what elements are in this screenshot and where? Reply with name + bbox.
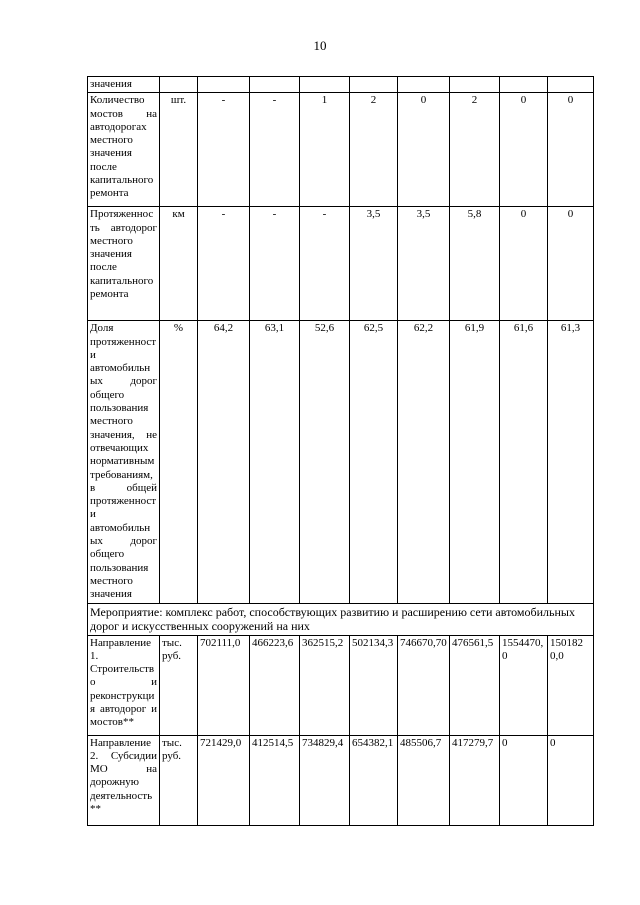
unit-cell: тыс. руб. <box>160 735 198 825</box>
table-cell <box>548 77 594 93</box>
value-cell: 1554470,0 <box>500 635 548 735</box>
value-cell: 52,6 <box>300 321 350 603</box>
unit-cell: шт. <box>160 93 198 207</box>
value-cell: 0 <box>548 735 594 825</box>
table-row <box>88 735 594 825</box>
value-cell: - <box>250 93 300 207</box>
value-cell: - <box>250 207 300 321</box>
value-cell: 1501820,0 <box>548 635 594 735</box>
value-cell: 362515,2 <box>300 635 350 735</box>
table-row <box>88 321 594 603</box>
value-cell: 476561,5 <box>450 635 500 735</box>
value-cell: 702111,0 <box>198 635 250 735</box>
table-row <box>88 93 594 207</box>
value-cell: 721429,0 <box>198 735 250 825</box>
value-cell: 62,2 <box>398 321 450 603</box>
value-cell: 63,1 <box>250 321 300 603</box>
table-row <box>88 635 594 735</box>
value-cell: 0 <box>500 93 548 207</box>
table-row <box>88 77 594 93</box>
value-cell: - <box>198 93 250 207</box>
value-cell: 2 <box>350 93 398 207</box>
table-row <box>88 603 594 635</box>
value-cell: 64,2 <box>198 321 250 603</box>
value-cell: 5,8 <box>450 207 500 321</box>
value-cell: 412514,5 <box>250 735 300 825</box>
value-cell: 734829,4 <box>300 735 350 825</box>
value-cell: 466223,6 <box>250 635 300 735</box>
section-title: Мероприятие: комплекс работ, способствующих развитию и расширению сети автомобильных дорог и искусственных сооружений на них <box>88 603 594 635</box>
row-label: Доля протяженности автомобильных дорог общего пользования местного значения, не отвечающих нормативным требованиям, в общей протяженности автомобильных дорог общего пользования местного значения <box>88 321 160 603</box>
row-label: Направление 2. Субсидии МО на дорожную деятельность** <box>88 735 160 825</box>
table-cell <box>198 77 250 93</box>
table-cell <box>350 77 398 93</box>
unit-cell: % <box>160 321 198 603</box>
value-cell: 0 <box>500 735 548 825</box>
value-cell: 0 <box>398 93 450 207</box>
table-cell <box>300 77 350 93</box>
value-cell: 746670,70 <box>398 635 450 735</box>
value-cell: 1 <box>300 93 350 207</box>
value-cell: 3,5 <box>350 207 398 321</box>
value-cell: 417279,7 <box>450 735 500 825</box>
value-cell: 485506,7 <box>398 735 450 825</box>
page-number: 10 <box>313 38 327 53</box>
value-cell: - <box>198 207 250 321</box>
unit-cell: тыс. руб. <box>160 635 198 735</box>
table-cell <box>500 77 548 93</box>
value-cell: 502134,3 <box>350 635 398 735</box>
row-label: Направление 1. Строительство и реконструкция автодорог и мостов** <box>88 635 160 735</box>
value-cell: 0 <box>548 207 594 321</box>
value-cell: 62,5 <box>350 321 398 603</box>
value-cell: 61,6 <box>500 321 548 603</box>
value-cell: 0 <box>548 93 594 207</box>
value-cell: - <box>300 207 350 321</box>
value-cell: 0 <box>500 207 548 321</box>
indicators-table <box>87 76 594 826</box>
value-cell: 2 <box>450 93 500 207</box>
value-cell: 3,5 <box>398 207 450 321</box>
value-cell: 654382,1 <box>350 735 398 825</box>
table-row <box>88 207 594 321</box>
row-label: Количество мостов на автодорогах местного значения после капитального ремонта <box>88 93 160 207</box>
table-cell <box>160 77 198 93</box>
header-fragment-cell: значения <box>88 77 160 93</box>
value-cell: 61,3 <box>548 321 594 603</box>
table-cell <box>450 77 500 93</box>
row-label: Протяженность автодорог местного значения после капитального ремонта <box>88 207 160 321</box>
value-cell: 61,9 <box>450 321 500 603</box>
table-cell <box>250 77 300 93</box>
unit-cell: км <box>160 207 198 321</box>
table-cell <box>398 77 450 93</box>
